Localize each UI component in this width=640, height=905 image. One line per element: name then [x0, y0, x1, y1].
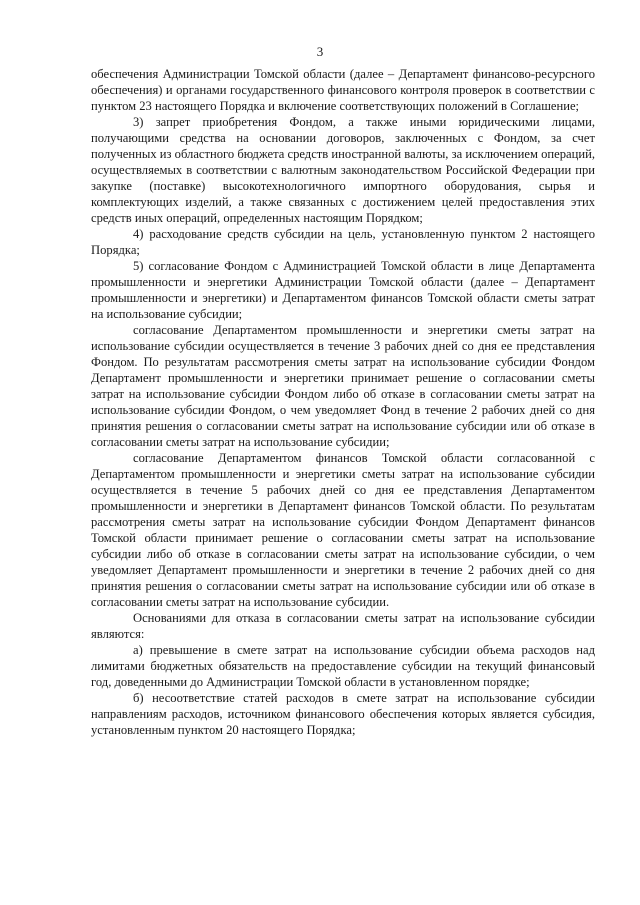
paragraph-item-5: 5) согласование Фондом с Администрацией Томской области в лице Департамента промышленности и энергетики Администрации Томской области (далее – Департамент промышленности и энергетики) и Департаментом финансов Томской области сметы затрат на использование субсидии;	[91, 259, 595, 321]
paragraph-approval-industry: согласование Департаментом промышленности и энергетики сметы затрат на использование субсидии осуществляется в течение 3 рабочих дней со дня ее представления Фондом. По результатам рассмотрения сметы затрат на использование субсидии Фондом Департамент промышленности и энергетики принимает решение о согласовании сметы затрат на использование субсидии Фондом либо об отказе в согласовании сметы затрат на использование субсидии Фондом, о чем уведомляет Фонд в течение 2 рабочих дней со дня принятия решения о согласовании сметы затрат на использование субсидии или об отказе в согласовании сметы затрат на использование субсидии;	[91, 323, 595, 449]
paragraph-continuation: обеспечения Администрации Томской области (далее – Департамент финансово-ресурсного обеспечения) и органами государственного финансового контроля проверок в соответствии с пунктом 23 настоящего Порядка и включение соответствующих положений в Соглашение;	[91, 67, 595, 113]
document-body	[91, 66, 595, 738]
page-number: 3	[316, 44, 324, 59]
paragraph-item-3: 3) запрет приобретения Фондом, а также иными юридическими лицами, получающими средства на основании договоров, заключенных с Фондом, за счет полученных из областного бюджета средств иностранной валюты, за исключением операций, осуществляемых в соответствии с валютным законодательством Российской Федерации при закупке (поставке) высокотехнологичного импортного оборудования, сырья и комплектующих изделий, а также связанных с достижением целей предоставления этих средств иных операций, определенных настоящим Порядком;	[91, 115, 595, 225]
paragraph-item-a: а) превышение в смете затрат на использование субсидии объема расходов над лимитами бюджетных обязательств на предоставление субсидии на текущий финансовый год, доведенными до Администрации Томской области в установленном порядке;	[91, 643, 595, 689]
paragraph-refusal-grounds: Основаниями для отказа в согласовании сметы затрат на использование субсидии являются:	[91, 611, 595, 641]
paragraph-approval-finance: согласование Департаментом финансов Томской области согласованной с Департаментом промышленности и энергетики сметы затрат на использование субсидии осуществляется в течение 5 рабочих дней со дня ее представления Департаментом промышленности и энергетики в Департамент финансов Томской области. По результатам рассмотрения сметы затрат на использование субсидии Фондом Департамент финансов Томской области принимает решение о согласовании сметы затрат на использование субсидии либо об отказе в согласовании сметы затрат на использование субсидии, о чем уведомляет Департамент промышленности и энергетики в течение 2 рабочих дней со дня принятия решения о согласовании сметы затрат на использование субсидии или об отказе в согласовании сметы затрат на использование субсидии.	[91, 451, 595, 609]
paragraph-item-4: 4) расходование средств субсидии на цель, установленную пунктом 2 настоящего Порядка;	[91, 227, 595, 257]
paragraph-item-b: б) несоответствие статей расходов в смете затрат на использование субсидии направлениям расходов, источником финансового обеспечения которых является субсидия, установленным пунктом 20 настоящего Порядка;	[91, 691, 595, 737]
